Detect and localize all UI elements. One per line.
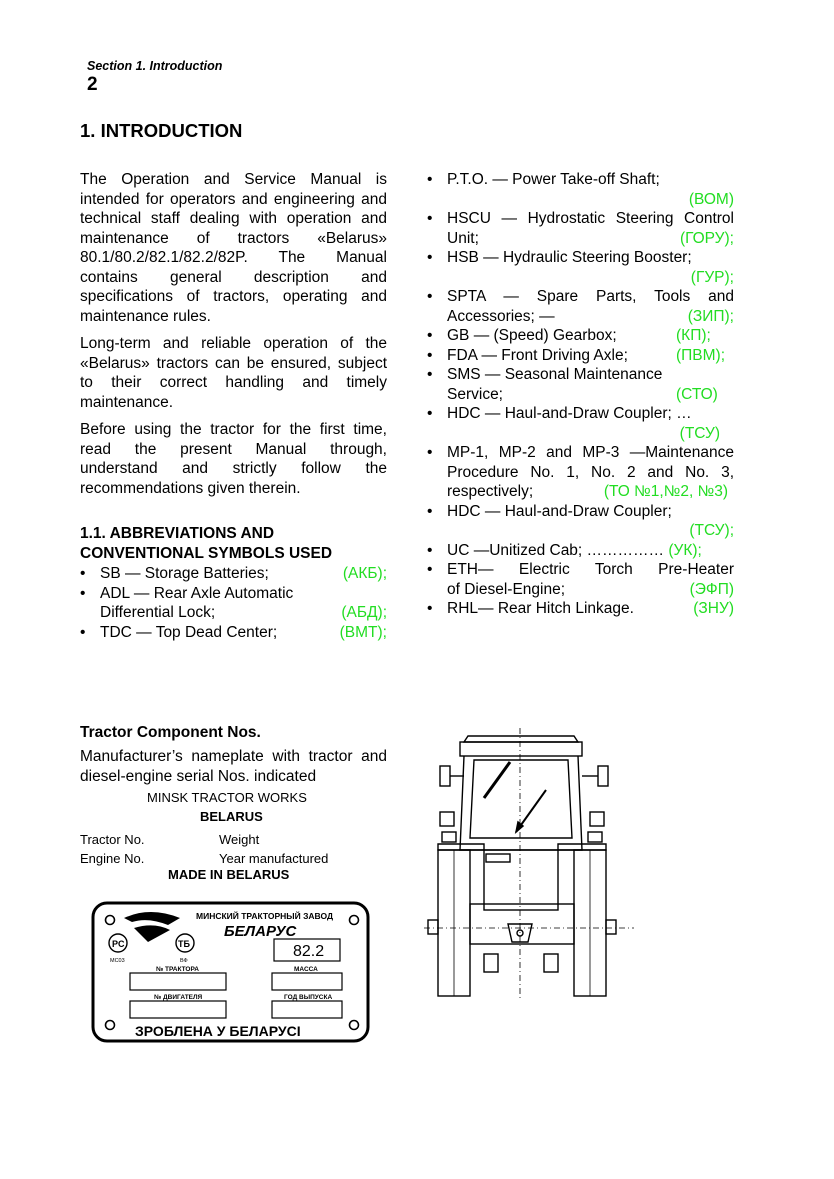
cab-frame xyxy=(460,756,582,850)
intro-paragraph: Long-term and reliable operation of the «Belarus» tractors can be ensured, subject to their correct handling and timely maintenance. xyxy=(80,335,387,411)
abbr-item-hsb xyxy=(427,248,734,287)
abbreviations-heading xyxy=(80,524,387,564)
abbr-item-gb xyxy=(427,326,734,346)
abbr-text: • ETH— Electric Torch Pre-Heater xyxy=(447,561,734,578)
abbr-russian: (ТСУ) xyxy=(679,424,720,442)
mirror-right xyxy=(598,766,608,786)
abbreviations-list-left xyxy=(80,564,387,642)
lower-link-right xyxy=(544,954,558,972)
nameplate-works-ru: МИНСКИЙ ТРАКТОРНЫЙ ЗАВОД xyxy=(196,911,334,921)
abbr-item-hdc xyxy=(427,404,734,443)
weight-box xyxy=(272,973,342,990)
brand-logo-icon xyxy=(134,925,170,942)
brand-logo-icon xyxy=(124,912,180,925)
abbr-text: • HDC — Haul-and-Draw Coupler; … xyxy=(447,405,692,422)
cert-mark-text: PC xyxy=(112,939,125,949)
abbr-russian: (УК); xyxy=(668,541,702,559)
abbr-item-uc xyxy=(427,541,734,561)
abbr-item-spta xyxy=(427,287,734,326)
cert-code: МС03 xyxy=(110,958,125,964)
abbr-russian: (ТО №1,№2, №3) xyxy=(603,483,728,500)
abbr-text: Procedure No. 1, No. 2 and No. 3, xyxy=(447,463,734,481)
lower-link-left xyxy=(484,954,498,972)
legend-weight: Weight xyxy=(219,832,260,847)
cert-mark-text: TБ xyxy=(178,939,190,949)
abbr-text: • FDA — Front Driving Axle; xyxy=(447,346,628,364)
abbr-text: • HSCU — Hydrostatic Steering Control xyxy=(447,210,734,227)
abbr-russian: (ТСУ); xyxy=(689,522,734,539)
year-box xyxy=(272,1001,342,1018)
abbr-item-mp xyxy=(427,443,734,502)
abbr-text: Accessories; — xyxy=(447,307,555,325)
legend-year: Year manufactured xyxy=(219,851,329,866)
intro-paragraph: The Operation and Service Manual is intended for operators and engineering and technical staff dealing with operation and maintenance of tractors «Belarus» 80.1/80.2/82.1/82.2/82P. The Manual contains general description and specifications of tractors, operating and maintenance rules. xyxy=(80,171,387,325)
abbr-text: • HSB — Hydraulic Steering Booster; xyxy=(447,249,692,266)
page-title: 1. INTRODUCTION xyxy=(80,120,243,141)
nameplate-model: 82.2 xyxy=(293,943,325,960)
abbr-text: • SPTA — Spare Parts, Tools and xyxy=(447,288,734,305)
wiper-icon xyxy=(484,762,510,798)
right-column xyxy=(427,170,734,619)
hub-right xyxy=(606,920,616,934)
abbr-text: of Diesel-Engine; xyxy=(447,580,566,598)
nameplate-year-ru: ГОД ВЫПУСКА xyxy=(284,994,333,1001)
abbr-item-hdc xyxy=(427,502,734,541)
abbr-item-eth xyxy=(427,560,734,599)
components-heading: Tractor Component Nos. xyxy=(80,724,261,741)
abbr-russian: (КП); xyxy=(676,327,711,344)
abbr-text: • SB — Storage Batteries; xyxy=(100,565,269,582)
abbr-text: Unit; xyxy=(447,229,479,247)
legend-brand: BELARUS xyxy=(200,809,263,824)
abbr-text: Service; xyxy=(447,385,503,403)
legend-engine-no: Engine No. xyxy=(80,851,145,866)
light-left xyxy=(440,812,454,826)
nameplate-made-in-ru: ЗРОБЛЕНА У БЕЛАРУСІ xyxy=(135,1023,301,1039)
abbr-russian: (ЗНУ) xyxy=(693,600,734,617)
abbr-item-hscu xyxy=(427,209,734,248)
hub-left xyxy=(428,920,438,934)
abbr-russian: (СТО) xyxy=(676,385,718,403)
abbr-item-pto xyxy=(427,170,734,209)
grille-slot xyxy=(486,854,510,862)
abbr-item-tdc xyxy=(80,623,387,643)
abbr-item-sms xyxy=(427,365,734,404)
abbr-text: • P.T.O. — Power Take-off Shaft; xyxy=(447,171,660,188)
abbr-russian: (ПВМ); xyxy=(676,346,726,364)
legend-works: MINSK TRACTOR WORKS xyxy=(147,790,307,805)
legend-made-in: MADE IN BELARUS xyxy=(168,867,290,882)
abbr-item-adl xyxy=(80,584,387,623)
section-label: Section 1. Introduction xyxy=(87,59,223,73)
abbr-item-fda xyxy=(427,346,734,366)
cab-roof xyxy=(464,736,578,742)
hood xyxy=(484,850,558,910)
abbr-russian: (ВОМ) xyxy=(688,190,734,208)
abbr-russian: (АКБ); xyxy=(342,565,387,582)
components-description: Manufacturer’s nameplate with tractor and diesel-engine serial Nos. indicated xyxy=(80,748,387,785)
abbr-item-sb xyxy=(80,564,387,584)
page-number: 2 xyxy=(87,74,98,95)
tractor-front-view-illustration xyxy=(424,728,634,1003)
abbr-text: • MP-1, MP-2 and MP-3 —Maintenance xyxy=(447,444,734,461)
rivet-hole xyxy=(350,916,359,925)
tractor-no-box xyxy=(130,973,226,990)
abbr-item-rhl xyxy=(427,599,734,619)
cert-code: ВФ xyxy=(180,958,188,964)
abbreviations-list-right xyxy=(427,170,734,619)
abbr-text: • SMS — Seasonal Maintenance xyxy=(447,366,663,383)
light-right xyxy=(588,832,602,842)
abbr-russian: (ГУР); xyxy=(690,268,734,286)
abbr-russian: (ЭФП) xyxy=(689,580,734,598)
left-column xyxy=(80,170,387,642)
fender-left xyxy=(438,844,484,850)
abbr-text: • GB — (Speed) Gearbox; xyxy=(447,327,617,344)
abbr-text: • ADL — Rear Axle Automatic xyxy=(100,584,294,602)
legend-tractor-no: Tractor No. xyxy=(80,832,145,847)
nameplate-weight-ru: МАССА xyxy=(294,966,318,973)
abbr-text: UC —Unitized Cab; …………… xyxy=(447,541,665,559)
abbr-text: • HDC — Haul-and-Draw Coupler; xyxy=(447,502,672,520)
nameplate-brand-ru: БЕЛАРУС xyxy=(224,923,297,940)
mirror-left xyxy=(440,766,450,786)
abbr-text: • RHL— Rear Hitch Linkage. xyxy=(447,600,634,617)
abbr-russian: (ГОРУ); xyxy=(679,229,734,247)
abbr-russian: (ЗИП); xyxy=(687,307,734,325)
abbr-text: Differential Lock; xyxy=(100,604,216,621)
nameplate-engine-no-ru: № ДВИГАТЕЛЯ xyxy=(154,994,203,1001)
abbr-russian: (АБД); xyxy=(341,604,387,621)
light-right xyxy=(590,812,604,826)
rivet-hole xyxy=(350,1021,359,1030)
light-left xyxy=(442,832,456,842)
nameplate-illustration xyxy=(88,898,378,1048)
abbr-russian: (ВМТ); xyxy=(339,623,387,641)
abbreviations-heading-line: 1.1. ABBREVIATIONS AND xyxy=(80,525,275,542)
nameplate-tractor-no-ru: № ТРАКТОРА xyxy=(156,966,199,973)
abbreviations-heading-line: CONVENTIONAL SYMBOLS USED xyxy=(80,545,333,562)
rivet-hole xyxy=(106,1021,115,1030)
rivet-hole xyxy=(106,916,115,925)
abbr-text: respectively; xyxy=(447,483,534,500)
abbr-text: • TDC — Top Dead Center; xyxy=(100,623,278,641)
cab-roof-rim xyxy=(460,742,582,756)
engine-no-box xyxy=(130,1001,226,1018)
intro-paragraph: Before using the tractor for the first time, read the present Manual through, understand and strictly follow the recommendations given therein. xyxy=(80,421,387,497)
